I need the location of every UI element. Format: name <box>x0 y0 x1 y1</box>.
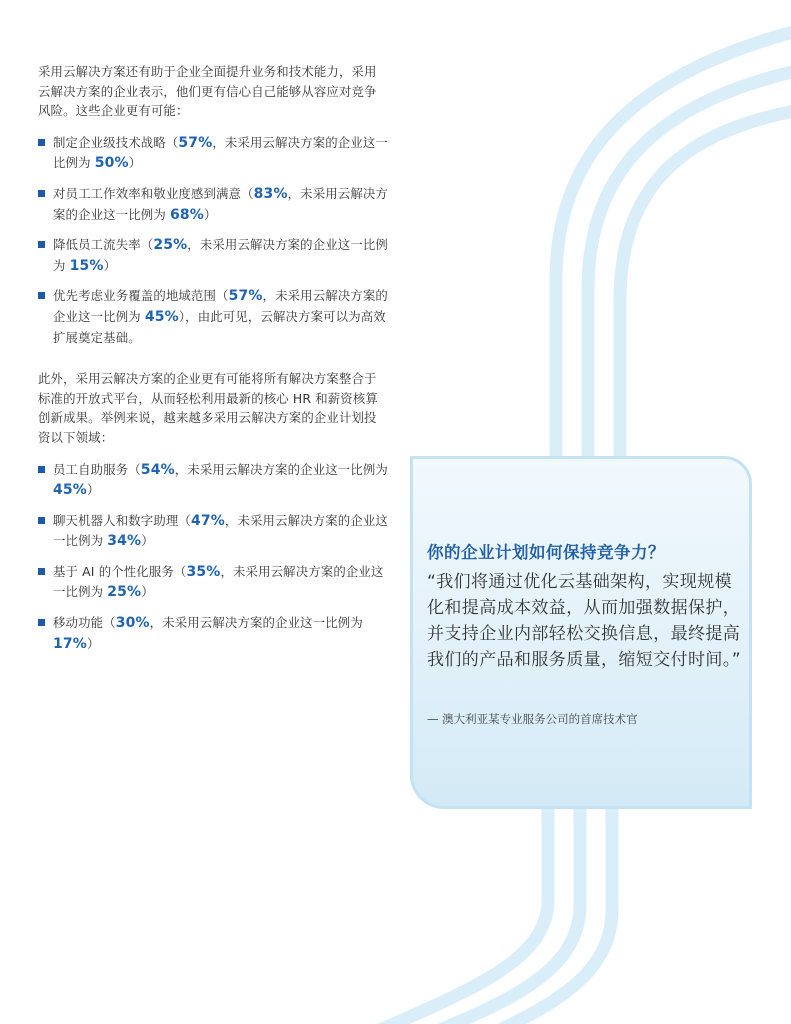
list-item <box>38 511 388 552</box>
callout-quote: “我们将通过优化云基础架构，实现规模化和提高成本效益，从而加强数据保护，并支持企业内部轻松交换信息，最终提高我们的产品和服务质量，缩短交付时间。” <box>427 572 741 670</box>
quote-callout-box <box>410 456 752 809</box>
list-item-text: ，未采用云解决方案的企业这一比例为 <box>53 563 384 600</box>
percentage-value: 54% <box>140 461 175 478</box>
list-item-text: ，未采用云解决方案的企业这一比例为 <box>53 288 388 324</box>
bullet-square-icon <box>38 517 45 524</box>
list-item <box>38 133 388 174</box>
list-item-text: ，未采用云解决方案的企业这一比例为 <box>53 512 388 549</box>
percentage-value: 57% <box>228 288 263 305</box>
list-item-text: ，未采用云解决方案的企业这一比例为 <box>149 615 363 631</box>
main-text-column <box>38 62 388 664</box>
callout-attribution: — 澳大利亚某专业服务公司的首席技术官 <box>427 712 638 726</box>
bullet-square-icon <box>38 241 45 248</box>
investment-paragraph: 此外，采用云解决方案的企业更有可能将所有解决方案整合于标准的开放式平台，从而轻松利用最新的核心 HR 和薪资核算创新成果。举例来说，越来越多采用云解决方案的企业计划投资以下领域： <box>38 371 378 445</box>
list-item-text: 基于 AI 的个性化服务（ <box>53 563 187 579</box>
list-item-text: ） <box>128 155 142 171</box>
list-item <box>38 460 388 501</box>
list-item-text: ，未采用云解决方案的企业这一比例为 <box>53 185 388 222</box>
percentage-value: 25% <box>153 237 188 254</box>
list-item <box>38 613 388 654</box>
list-item-text: ） <box>86 635 100 651</box>
list-item-text: ） <box>86 482 100 498</box>
list-item-text: 对员工工作效率和敬业度感到满意（ <box>53 185 254 201</box>
percentage-value: 17% <box>53 635 87 652</box>
list-item-text: 优先考虑业务覆盖的地域范围（ <box>53 288 229 304</box>
list-item-text: ，未采用云解决方案的企业这一比例为 <box>53 134 388 171</box>
percentage-value: 47% <box>190 512 225 529</box>
percentage-value: 83% <box>253 185 288 202</box>
percentage-value: 45% <box>53 482 87 499</box>
benefits-list <box>38 133 388 347</box>
list-item <box>38 562 388 603</box>
list-item <box>38 184 388 225</box>
list-item-text: 移动功能（ <box>53 615 116 631</box>
percentage-value: 50% <box>94 155 129 172</box>
percentage-value: 45% <box>144 308 179 325</box>
list-item-text: 降低员工流失率（ <box>53 237 154 253</box>
list-item-text: 员工自助服务（ <box>53 461 141 477</box>
list-item-text: 制定企业级技术战略（ <box>53 134 179 150</box>
list-item-text: ），由此可见，云解决方案可以为高效扩展奠定基础。 <box>53 308 386 345</box>
list-item-text: 聊天机器人和数字助理（ <box>53 512 191 528</box>
percentage-value: 34% <box>107 533 142 550</box>
percentage-value: 30% <box>115 615 150 632</box>
list-item <box>38 235 388 276</box>
investment-list <box>38 460 388 655</box>
bullet-square-icon <box>38 292 45 299</box>
callout-title: 你的企业计划如何保持竞争力？ <box>427 543 665 562</box>
list-item-text: ） <box>141 533 154 549</box>
list-item-text: ，未采用云解决方案的企业这一比例为 <box>53 237 388 273</box>
percentage-value: 15% <box>69 257 104 274</box>
bullet-square-icon <box>38 568 45 575</box>
bullet-square-icon <box>38 619 45 626</box>
list-item <box>38 286 388 347</box>
list-item-text: ，未采用云解决方案的企业这一比例为 <box>174 461 388 477</box>
percentage-value: 25% <box>107 584 142 601</box>
bullet-square-icon <box>38 466 45 473</box>
list-item-text: ） <box>141 584 154 600</box>
percentage-value: 57% <box>178 134 213 151</box>
bullet-square-icon <box>38 139 45 146</box>
list-item-text: ） <box>103 257 117 273</box>
bullet-square-icon <box>38 190 45 197</box>
percentage-value: 68% <box>169 206 204 223</box>
percentage-value: 35% <box>186 563 221 580</box>
intro-paragraph: 采用云解决方案还有助于企业全面提升业务和技术能力，采用云解决方案的企业表示，他们更有信心自己能够从容应对竞争风险。这些企业更有可能： <box>38 64 377 119</box>
list-item-text: ） <box>203 206 217 222</box>
